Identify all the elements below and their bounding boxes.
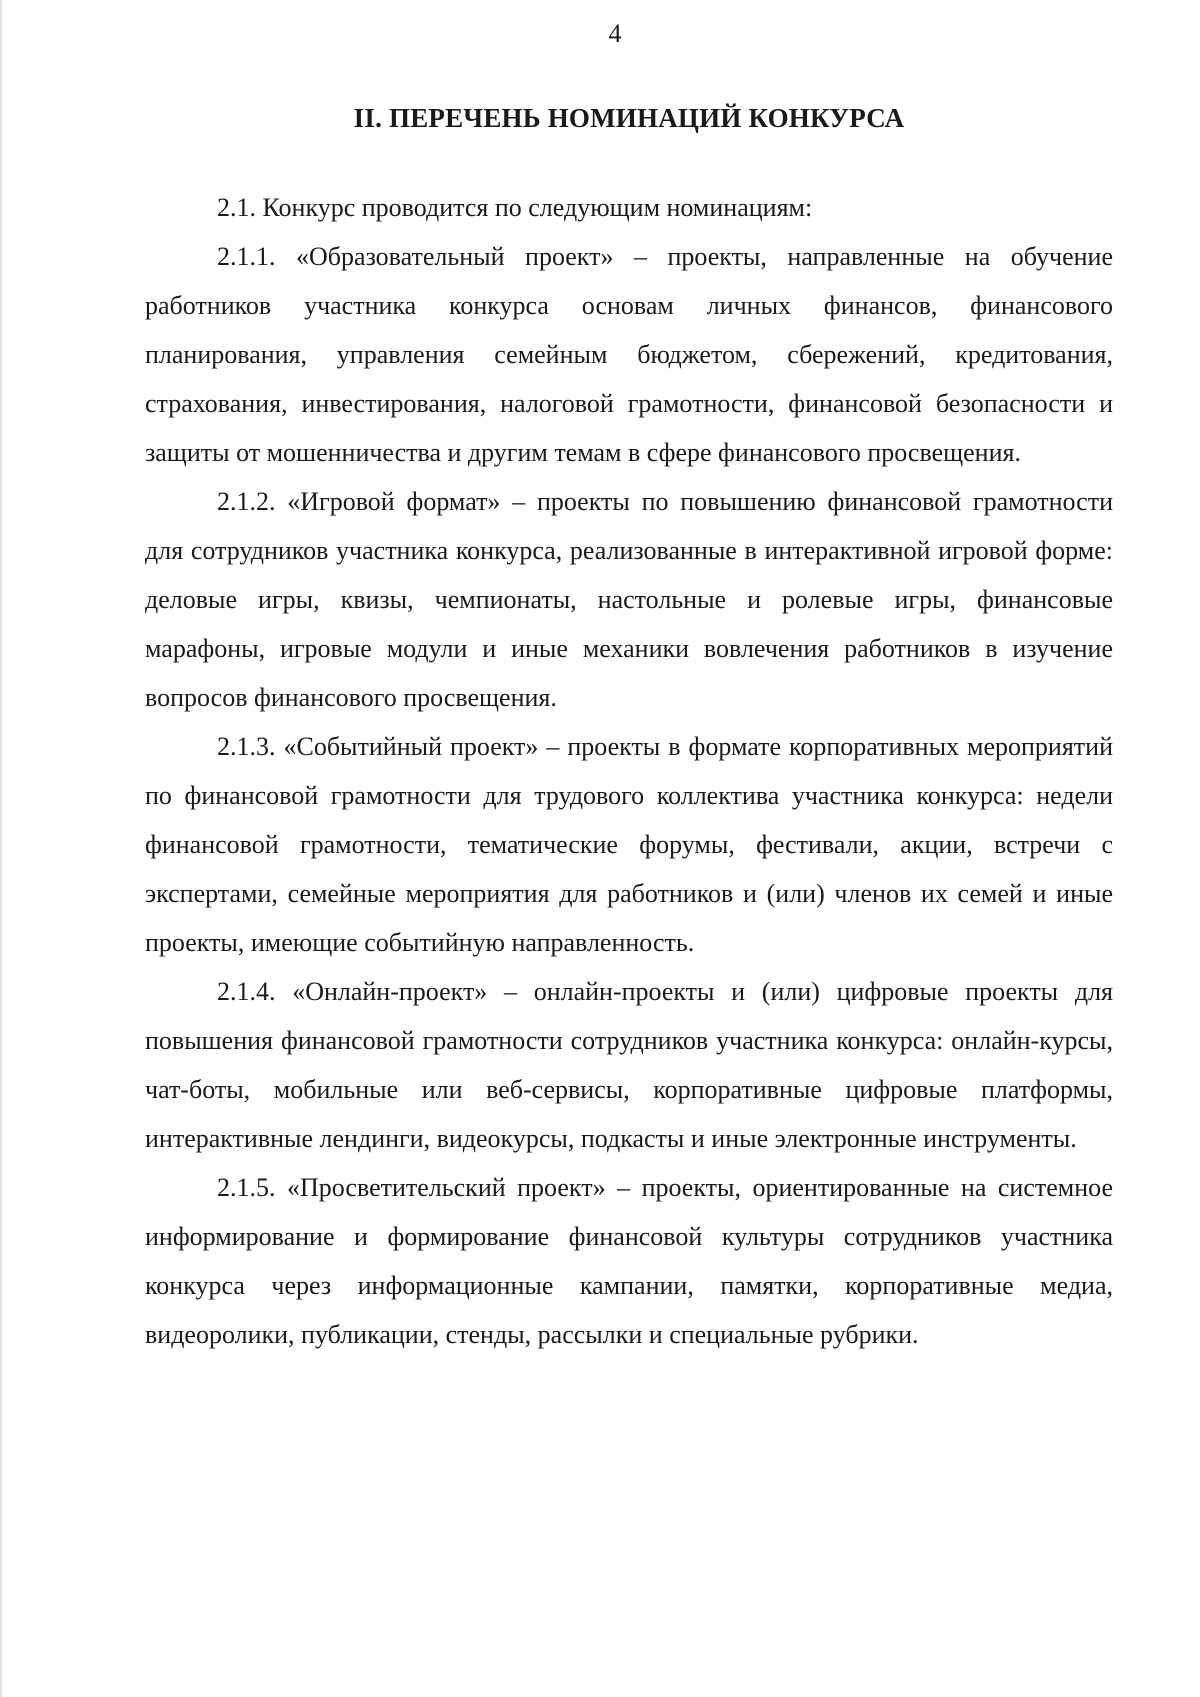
paragraph-2-1-1: 2.1.1. «Образовательный проект» – проекты, направленные на обучение работников участника конкурса основам личных финансов, финансового планирования, управления семейным бюджетом, сбережений, кредитования, страхования, инвестирования, налоговой грамотности, финансовой безопасности и защиты от мошенничества и другим темам в сфере финансового просвещения. (145, 242, 1113, 467)
paragraph-2-1-2: 2.1.2. «Игровой формат» – проекты по повышению финансовой грамотности для сотрудников участника конкурса, реализованные в интерактивной игровой форме: деловые игры, квизы, чемпионаты, настольные и ролевые игры, финансовые марафоны, игровые модули и иные механики вовлечения работников в изучение вопросов финансового просвещения. (145, 487, 1113, 712)
paragraph-2-1-3: 2.1.3. «Событийный проект» – проекты в формате корпоративных мероприятий по финансовой грамотности для трудового коллектива участника конкурса: недели финансовой грамотности, тематические форумы, фестивали, акции, встречи с экспертами, семейные мероприятия для работников и (или) членов их семей и иные проекты, имеющие событийную направленность. (145, 732, 1113, 957)
paragraph-2-1-4: 2.1.4. «Онлайн-проект» – онлайн-проекты и (или) цифровые проекты для повышения финансовой грамотности сотрудников участника конкурса: онлайн-курсы, чат-боты, мобильные или веб-сервисы, корпоративные цифровые платформы, интерактивные лендинги, видеокурсы, подкасты и иные электронные инструменты. (145, 977, 1113, 1153)
paragraph-2-1: 2.1. Конкурс проводится по следующим номинациям: (217, 193, 813, 222)
scan-edge (0, 0, 3, 1697)
section-title: II. ПЕРЕЧЕНЬ НОМИНАЦИЙ КОНКУРСА (353, 103, 905, 133)
page-number: 4 (608, 19, 622, 48)
paragraph-2-1-5: 2.1.5. «Просветительский проект» – проекты, ориентированные на системное информирование и формирование финансовой культуры сотрудников участника конкурса через информационные кампании, памятки, корпоративные медиа, видеоролики, публикации, стенды, рассылки и специальные рубрики. (145, 1173, 1113, 1349)
body-text (145, 183, 1113, 1359)
